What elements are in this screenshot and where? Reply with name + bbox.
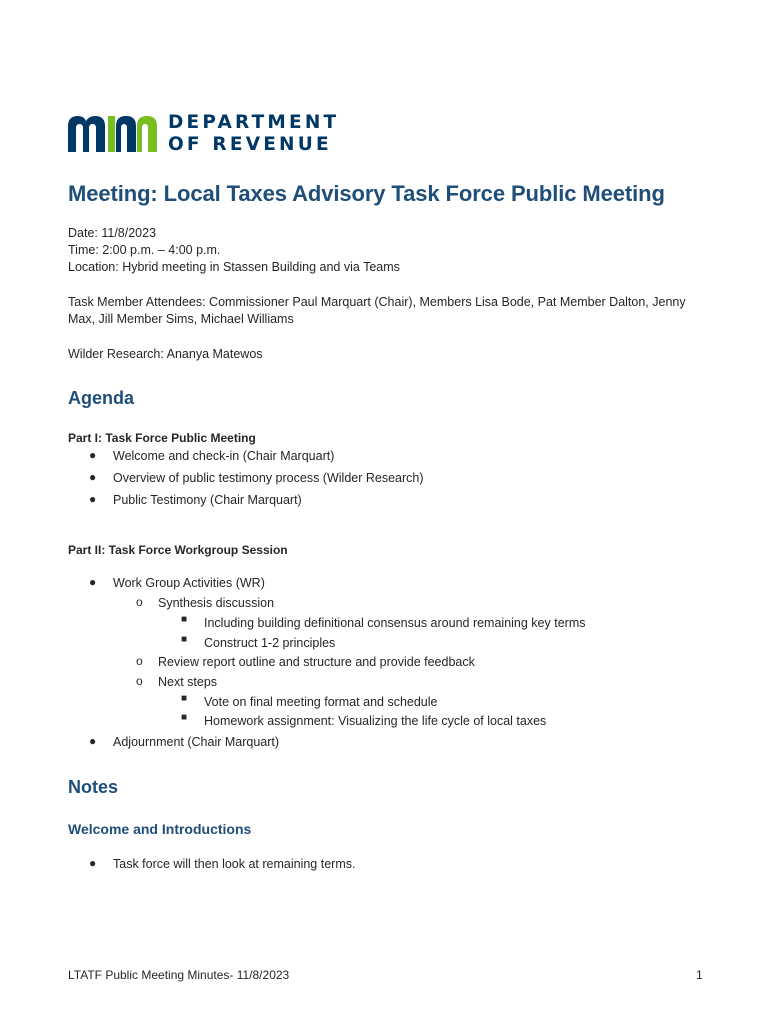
bullet-icon: ● bbox=[89, 470, 97, 484]
square-bullet-icon: ■ bbox=[181, 614, 188, 625]
bullet-icon: ● bbox=[89, 575, 97, 589]
square-bullet-icon: ■ bbox=[181, 693, 188, 704]
attendees-line-1: Task Member Attendees: Commissioner Paul Marquart (Chair), Members Lisa Bode, Pat Member Dalton, Jenny bbox=[68, 295, 686, 309]
mn-revenue-logo bbox=[68, 112, 340, 156]
part1-title: Part I: Task Force Public Meeting bbox=[68, 431, 256, 445]
notes-heading: Notes bbox=[68, 777, 119, 797]
attendees-line-2: Max, Jill Member Sims, Michael Williams bbox=[68, 312, 294, 326]
circle-bullet-icon: o bbox=[136, 595, 143, 609]
list-item: Overview of public testimony process (Wilder Research) bbox=[113, 471, 424, 485]
sub-sub-list-item: Including building definitional consensus around remaining key terms bbox=[204, 616, 586, 630]
circle-bullet-icon: o bbox=[136, 674, 143, 688]
list-item: Public Testimony (Chair Marquart) bbox=[113, 493, 302, 507]
list-item: Work Group Activities (WR) bbox=[113, 576, 265, 590]
circle-bullet-icon: o bbox=[136, 654, 143, 668]
bullet-icon: ● bbox=[89, 856, 97, 870]
bullet-icon: ● bbox=[89, 734, 97, 748]
logo-wordmark bbox=[168, 112, 340, 156]
list-item: Welcome and check-in (Chair Marquart) bbox=[113, 449, 335, 463]
bullet-icon: ● bbox=[89, 448, 97, 462]
square-bullet-icon: ■ bbox=[181, 634, 188, 645]
footer-text: LTATF Public Meeting Minutes- 11/8/2023 bbox=[68, 968, 290, 982]
mn-logo-mark bbox=[68, 112, 158, 156]
logo-line-2: OF REVENUE bbox=[168, 134, 332, 155]
list-item: Task force will then look at remaining terms. bbox=[113, 857, 356, 871]
page-number: 1 bbox=[696, 968, 703, 982]
wilder-research: Wilder Research: Ananya Matewos bbox=[68, 347, 263, 361]
sub-sub-list-item: Construct 1-2 principles bbox=[204, 636, 336, 650]
page-title: Meeting: Local Taxes Advisory Task Force Public Meeting bbox=[68, 181, 665, 206]
logo-line-1: DEPARTMENT bbox=[168, 112, 340, 133]
square-bullet-icon: ■ bbox=[181, 712, 188, 723]
sub-list-item: Next steps bbox=[158, 675, 218, 689]
meeting-time: Time: 2:00 p.m. – 4:00 p.m. bbox=[68, 243, 221, 257]
meeting-location: Location: Hybrid meeting in Stassen Building and via Teams bbox=[68, 260, 400, 274]
sub-list-item: Synthesis discussion bbox=[158, 596, 275, 610]
agenda-heading: Agenda bbox=[68, 388, 135, 408]
sub-sub-list-item: Homework assignment: Visualizing the life cycle of local taxes bbox=[204, 714, 547, 728]
meeting-date: Date: 11/8/2023 bbox=[68, 226, 157, 240]
list-item: Adjournment (Chair Marquart) bbox=[113, 735, 280, 749]
part2-title: Part II: Task Force Workgroup Session bbox=[68, 543, 288, 557]
sub-list-item: Review report outline and structure and provide feedback bbox=[158, 655, 475, 669]
sub-sub-list-item: Vote on final meeting format and schedule bbox=[204, 695, 438, 709]
bullet-icon: ● bbox=[89, 492, 97, 506]
notes-section-title: Welcome and Introductions bbox=[68, 821, 252, 837]
